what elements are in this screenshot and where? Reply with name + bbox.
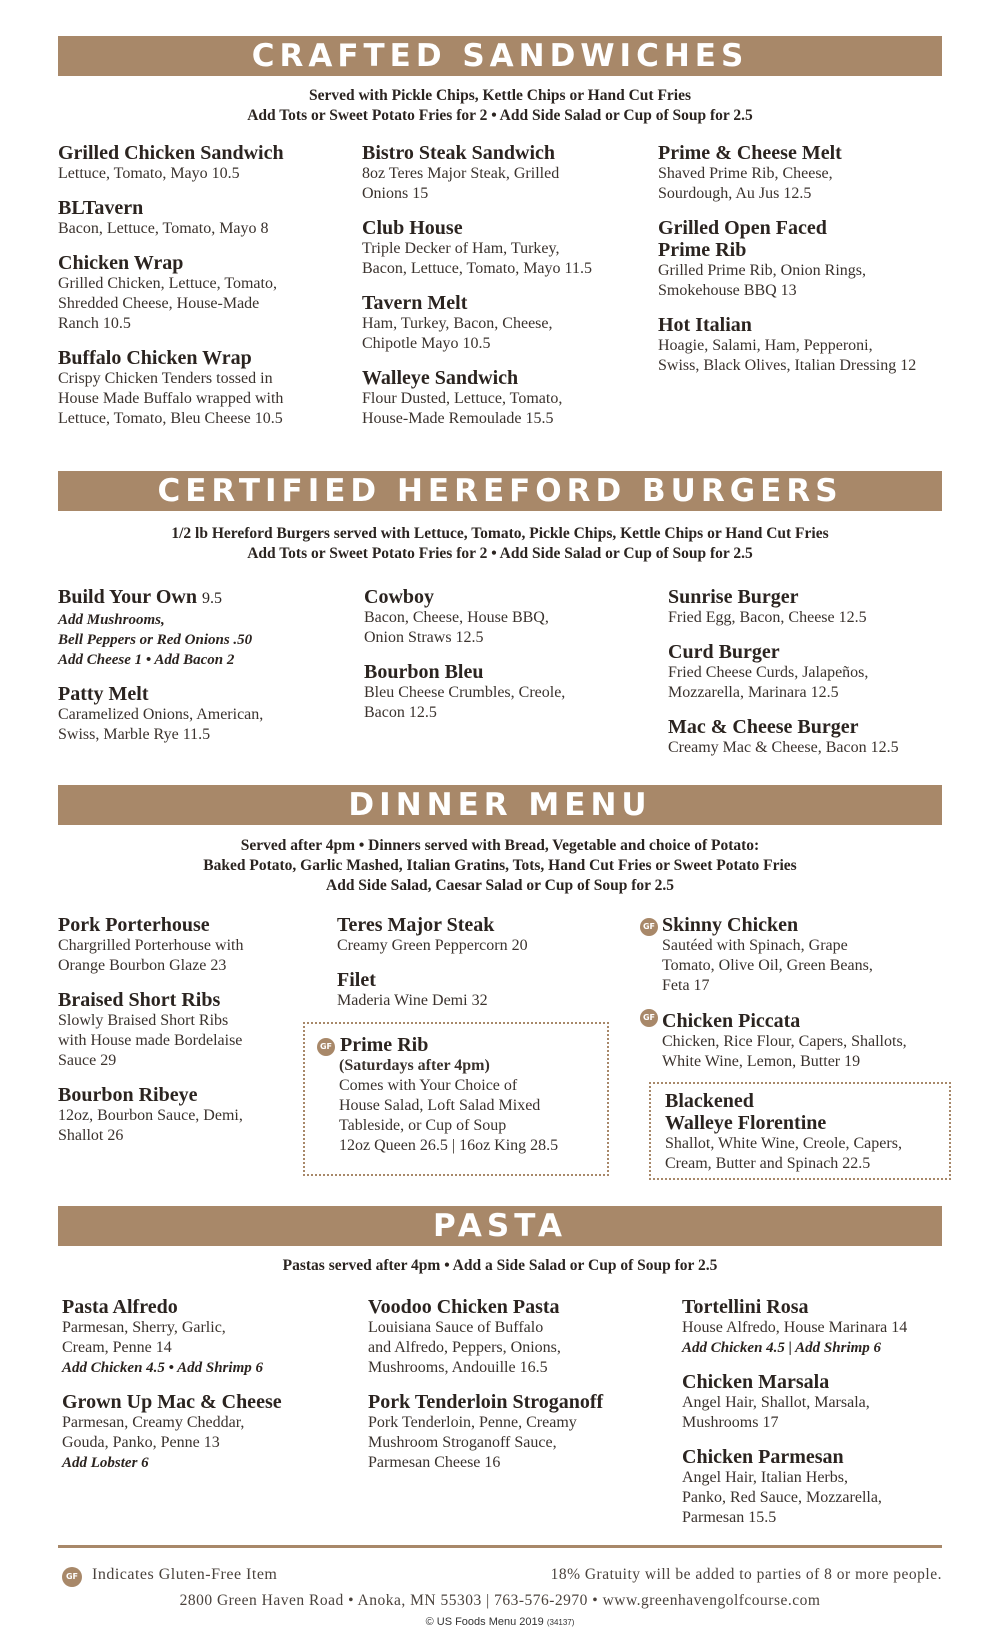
menu-item-name [668,716,958,738]
menu-item-description: Mozzarella, Marinara 12.5 [668,684,839,701]
sandwiches-subtitle [58,86,942,126]
gluten-free-legend: Indicates Gluten-Free Item [92,1566,278,1583]
menu-item-title: Chicken Wrap [58,252,184,274]
dinner-subtitle [58,836,942,896]
menu-item-name [58,347,343,369]
burgers-column-1 [58,586,348,758]
menu-item-name [658,142,958,164]
menu-item-description: with House made Bordelaise [58,1032,243,1049]
menu-item-description: Grilled Prime Rib, Onion Rings, [658,262,866,279]
gluten-free-icon: GF [62,1567,82,1587]
menu-item-title: Buffalo Chicken Wrap [58,347,252,369]
menu-item-name [58,1084,328,1106]
menu-item [362,367,647,429]
menu-item-price: 9.5 [201,590,222,607]
menu-item-name [58,989,328,1011]
menu-item-title: Club House [362,217,463,239]
menu-item-description: Lettuce, Tomato, Bleu Cheese 10.5 [58,410,283,427]
menu-item-description: Sourdough, Au Jus 12.5 [658,185,812,202]
pasta-sub-line-1: Pastas served after 4pm • Add a Side Salad or Cup of Soup for 2.5 [282,1257,718,1274]
menu-item-name [364,661,654,683]
menu-item-addon: Add Chicken 4.5 • Add Shrimp 6 [62,1360,263,1376]
menu-item-name [368,1296,668,1318]
menu-item [362,142,647,204]
menu-item [668,641,958,703]
pasta-column-2 [368,1296,668,1486]
menu-item-name [682,1446,972,1468]
copyright [0,1616,1000,1628]
menu-item-description: Feta 17 [662,977,710,994]
menu-item-description: Lettuce, Tomato, Mayo 10.5 [58,165,240,182]
menu-item-name [337,969,607,991]
menu-item-description: House Alfredo, House Marinara 14 [682,1319,908,1336]
menu-item-description: Chipotle Mayo 10.5 [362,335,491,352]
menu-item-title: Mac & Cheese Burger [668,716,859,738]
menu-item-description: Hoagie, Salami, Ham, Pepperoni, [658,337,873,354]
menu-item [658,142,958,204]
menu-item-name [682,1296,972,1318]
menu-item-name [58,252,343,274]
menu-item-description: Maderia Wine Demi 32 [337,992,488,1009]
menu-item [368,1391,668,1473]
menu-item-title: Bourbon Bleu [364,661,484,683]
prime-rib-description [317,1076,607,1156]
menu-item-name [62,1296,352,1318]
menu-item-title: BLTavern [58,197,144,219]
menu-item-description: Bacon, Cheese, House BBQ, [364,609,549,626]
menu-item-name [682,1371,972,1393]
dinner-column-2 [337,914,607,1024]
sandwiches-column-3 [658,142,958,389]
prime-rib-box [303,1022,609,1176]
menu-item-name-line-2: Prime Rib [658,239,747,261]
menu-item [640,1010,950,1072]
menu-item-description: Mushroom Stroganoff Sauce, [368,1434,557,1451]
burgers-column-2 [364,586,654,736]
menu-item-description: Creamy Mac & Cheese, Bacon 12.5 [668,739,899,756]
menu-item-name [362,292,647,314]
section-title-burgers: CERTIFIED HEREFORD BURGERS [58,471,942,511]
menu-item-description: and Alfredo, Peppers, Onions, [368,1339,561,1356]
menu-item-title: Pork Tenderloin Stroganoff [368,1391,604,1413]
pasta-column-1 [62,1296,352,1486]
gratuity-note: 18% Gratuity will be added to parties of 8 or more people. [550,1566,942,1583]
menu-item [58,586,348,670]
menu-item [62,1391,352,1473]
menu-item-description: Swiss, Marble Rye 11.5 [58,726,211,743]
menu-item-description: Smokehouse BBQ 13 [658,282,797,299]
prime-rib-description-line: House Salad, Loft Salad Mixed [339,1097,541,1114]
menu-item-title: Grown Up Mac & Cheese [62,1391,282,1413]
menu-item-name [364,586,654,608]
menu-item-description: House-Made Remoulade 15.5 [362,410,554,427]
menu-item [58,914,328,976]
menu-item-description: Parmesan Cheese 16 [368,1454,501,1471]
menu-item-name: Prime Rib [340,1034,429,1056]
menu-item-description: Parmesan, Sherry, Garlic, [62,1319,226,1336]
menu-item-title: Braised Short Ribs [58,989,221,1011]
address-line: 2800 Green Haven Road • Anoka, MN 55303 | 763-576-2970 • www.greenhavengolfcourse.com [179,1592,821,1609]
menu-item-title: Hot Italian [658,314,752,336]
walleye-description [665,1134,955,1174]
footer-divider [58,1545,942,1548]
menu-item-description: Chargrilled Porterhouse with [58,937,244,954]
menu-item-name [58,586,348,610]
menu-item-description: 12oz, Bourbon Sauce, Demi, [58,1107,243,1124]
menu-item-title: Tavern Melt [362,292,468,314]
menu-item-description: Gouda, Panko, Penne 13 [62,1434,220,1451]
sandwiches-sub-line-2: Add Tots or Sweet Potato Fries for 2 • Add Side Salad or Cup of Soup for 2.5 [247,107,753,124]
section-title-dinner: DINNER MENU [58,785,942,825]
menu-item-description: Chicken, Rice Flour, Capers, Shallots, [662,1033,907,1050]
menu-item-name [658,217,958,239]
menu-item-addon: Add Cheese 1 • Add Bacon 2 [58,652,235,668]
menu-item-title: Chicken Parmesan [682,1446,844,1468]
menu-item-description: White Wine, Lemon, Butter 19 [662,1053,861,1070]
menu-item-description: Mushrooms 17 [682,1414,779,1431]
menu-item-title: Bistro Steak Sandwich [362,142,556,164]
menu-item-description: Sauce 29 [58,1052,117,1069]
sandwiches-column-2 [362,142,647,442]
menu-item-name [58,683,348,705]
menu-item-description: Bacon 12.5 [364,704,437,721]
burgers-sub-line-1: 1/2 lb Hereford Burgers served with Lettuce, Tomato, Pickle Chips, Kettle Chips or Hand Cut Fries [171,525,829,542]
menu-item-description: Angel Hair, Shallot, Marsala, [682,1394,870,1411]
menu-item-addon: Add Lobster 6 [62,1455,149,1471]
menu-item-description: 8oz Teres Major Steak, Grilled [362,165,560,182]
menu-item-title: Cowboy [364,586,435,608]
menu-item [58,142,343,184]
menu-item-title: Pasta Alfredo [62,1296,178,1318]
menu-item-title: Grilled Chicken Sandwich [58,142,284,164]
menu-item-description: Fried Egg, Bacon, Cheese 12.5 [668,609,867,626]
menu-item [658,217,958,301]
prime-rib-description-line: 12oz Queen 26.5 | 16oz King 28.5 [339,1137,559,1154]
menu-item-description: Flour Dusted, Lettuce, Tomato, [362,390,563,407]
menu-item-name [337,914,607,936]
burgers-subtitle [58,524,942,564]
menu-item-description: Bacon, Lettuce, Tomato, Mayo 8 [58,220,269,237]
menu-item-description: Onions 15 [362,185,429,202]
menu-item-title: Tortellini Rosa [682,1296,809,1318]
menu-item [58,1084,328,1146]
menu-item [58,683,348,745]
menu-code: (34137) [546,1618,575,1627]
section-title-pasta: PASTA [58,1206,942,1246]
dinner-sub-line-3: Add Side Salad, Caesar Salad or Cup of Soup for 2.5 [326,877,674,894]
menu-item-title: Prime & Cheese Melt [658,142,842,164]
menu-item-name [62,1391,352,1413]
menu-item [682,1371,972,1433]
menu-item-name [362,367,647,389]
menu-item-name [58,142,343,164]
gluten-free-icon: GF [640,1009,658,1027]
menu-item-title: Chicken Marsala [682,1371,830,1393]
menu-item [337,969,607,1011]
menu-item-description: Creamy Green Peppercorn 20 [337,937,528,954]
menu-item-title: Pork Porterhouse [58,914,210,936]
menu-item-addon: Add Chicken 4.5 | Add Shrimp 6 [682,1340,882,1356]
menu-item-name [668,641,958,663]
menu-item [58,347,343,429]
menu-item [362,217,647,279]
menu-item-title: Grilled Open Faced [658,217,827,239]
burgers-sub-line-2: Add Tots or Sweet Potato Fries for 2 • Add Side Salad or Cup of Soup for 2.5 [247,545,753,562]
menu-item-name [362,142,647,164]
walleye-description-line: Cream, Butter and Spinach 22.5 [665,1155,871,1172]
menu-item-title: Sunrise Burger [668,586,799,608]
walleye-box [649,1082,951,1180]
menu-item-description: House Made Buffalo wrapped with [58,390,284,407]
sandwiches-sub-line-1: Served with Pickle Chips, Kettle Chips or Hand Cut Fries [308,87,692,104]
menu-item-description: Sautéed with Spinach, Grape [662,937,848,954]
menu-item-description: Ranch 10.5 [58,315,131,332]
menu-item-description: Bleu Cheese Crumbles, Creole, [364,684,566,701]
section-title-sandwiches: CRAFTED SANDWICHES [58,36,942,76]
menu-item-name [58,914,328,936]
menu-item-description: Swiss, Black Olives, Italian Dressing 12 [658,357,917,374]
menu-item-name [368,1391,668,1413]
menu-item-description: Tomato, Olive Oil, Green Beans, [662,957,873,974]
copyright-text: © US Foods Menu 2019 [425,1616,544,1628]
menu-item [658,314,958,376]
menu-item-name [658,314,958,336]
gluten-free-icon: GF [317,1038,335,1056]
prime-rib-availability: (Saturdays after 4pm) [339,1057,490,1074]
menu-item-title: Skinny Chicken [662,914,799,936]
menu-item-description: Parmesan, Creamy Cheddar, [62,1414,245,1431]
burgers-column-3 [668,586,958,771]
menu-item-addon: Bell Peppers or Red Onions .50 [58,632,253,648]
menu-item-description: Shallot 26 [58,1127,124,1144]
menu-item-description: Orange Bourbon Glaze 23 [58,957,227,974]
menu-item [362,292,647,354]
menu-item-description: Pork Tenderloin, Penne, Creamy [368,1414,577,1431]
menu-item-description: Crispy Chicken Tenders tossed in [58,370,273,387]
menu-item-title: Bourbon Ribeye [58,1084,198,1106]
prime-rib-description-line: Comes with Your Choice of [339,1077,518,1094]
menu-item-description: Louisiana Sauce of Buffalo [368,1319,544,1336]
dinner-column-3 [640,914,950,1085]
walleye-description-line: Shallot, White Wine, Creole, Capers, [665,1135,902,1152]
prime-rib-description-line: Tableside, or Cup of Soup [339,1117,507,1134]
pasta-subtitle [58,1256,942,1276]
menu-item-name: Blackened [665,1090,754,1112]
sandwiches-column-1 [58,142,343,442]
menu-item [364,586,654,648]
menu-item-name [362,217,647,239]
menu-item-name [58,197,343,219]
menu-item [364,661,654,723]
menu-item-description: Slowly Braised Short Ribs [58,1012,229,1029]
menu-item-addon: Add Mushrooms, [58,612,165,628]
menu-item [682,1296,972,1358]
menu-item-title: Teres Major Steak [337,914,495,936]
menu-item-description: Panko, Red Sauce, Mozzarella, [682,1489,882,1506]
menu-item-description: Shaved Prime Rib, Cheese, [658,165,833,182]
menu-item-title: Build Your Own [58,586,197,608]
dinner-column-1 [58,914,328,1159]
menu-item-name [662,1010,950,1032]
menu-item-description: Angel Hair, Italian Herbs, [682,1469,848,1486]
menu-item-title: Patty Melt [58,683,149,705]
menu-item-description: Cream, Penne 14 [62,1339,172,1356]
menu-item-title: Chicken Piccata [662,1010,801,1032]
menu-item-description: Bacon, Lettuce, Tomato, Mayo 11.5 [362,260,592,277]
menu-item-description: Triple Decker of Ham, Turkey, [362,240,560,257]
pasta-column-3 [682,1296,972,1541]
menu-item [668,586,958,628]
menu-item-description: Grilled Chicken, Lettuce, Tomato, [58,275,277,292]
menu-item [58,252,343,334]
menu-item-title: Voodoo Chicken Pasta [368,1296,560,1318]
menu-item-title: Filet [337,969,376,991]
dinner-sub-line-2: Baked Potato, Garlic Mashed, Italian Gratins, Tots, Hand Cut Fries or Sweet Potato Fries [203,857,797,874]
menu-item-title: Walleye Sandwich [362,367,519,389]
menu-item-title: Curd Burger [668,641,780,663]
menu-item [58,197,343,239]
menu-item-description: Ham, Turkey, Bacon, Cheese, [362,315,553,332]
menu-item-description: Onion Straws 12.5 [364,629,484,646]
menu-item-description: Shredded Cheese, House-Made [58,295,260,312]
menu-item [337,914,607,956]
dinner-sub-line-1: Served after 4pm • Dinners served with Bread, Vegetable and choice of Potato: [240,837,760,854]
menu-item-name-line-2: Walleye Florentine [665,1112,827,1134]
menu-item [682,1446,972,1528]
menu-item [62,1296,352,1378]
menu-item [368,1296,668,1378]
menu-item-name [668,586,958,608]
menu-item-description: Mushrooms, Andouille 16.5 [368,1359,548,1376]
gluten-free-icon: GF [640,918,658,936]
menu-item [640,914,950,996]
menu-item-description: Caramelized Onions, American, [58,706,264,723]
menu-item-description: Parmesan 15.5 [682,1509,777,1526]
menu-item [668,716,958,758]
menu-item-name [662,914,950,936]
menu-item [58,989,328,1071]
menu-item-description: Fried Cheese Curds, Jalapeños, [668,664,869,681]
